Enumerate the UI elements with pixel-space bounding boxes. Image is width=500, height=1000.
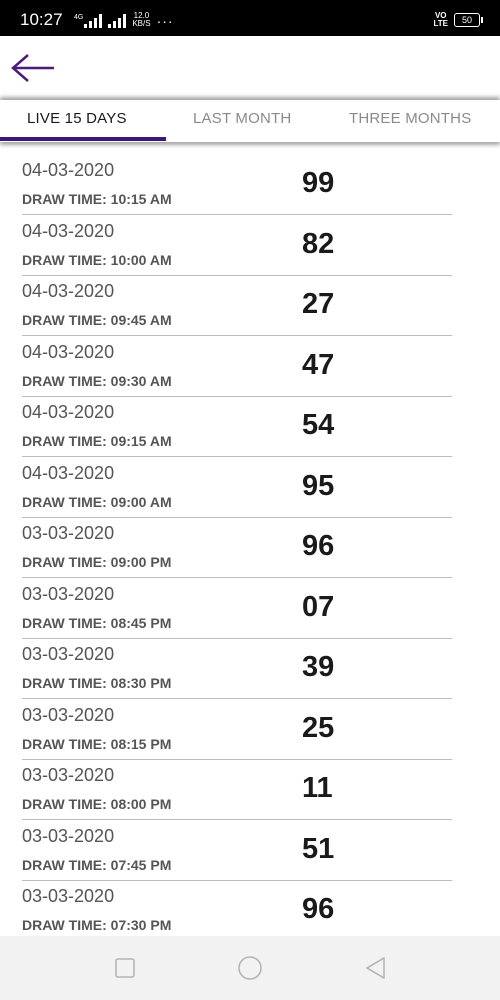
results-list	[0, 150, 500, 936]
tab-bar	[0, 100, 500, 142]
result-date: 03-03-2020	[22, 886, 115, 906]
circle-icon	[237, 956, 263, 982]
tab-last-month[interactable]: LAST MONTH	[193, 110, 292, 127]
back-button[interactable]	[10, 50, 58, 86]
recents-button[interactable]	[114, 956, 138, 980]
net-speed	[132, 12, 150, 28]
result-number: 11	[302, 772, 333, 804]
result-row[interactable]	[0, 196, 500, 268]
more-notifications-icon: ···	[156, 13, 174, 29]
result-row[interactable]	[0, 377, 500, 449]
result-row[interactable]	[0, 740, 500, 812]
status-bar	[0, 0, 500, 36]
tab-indicator	[0, 137, 166, 141]
status-left-icons	[74, 12, 174, 28]
result-number: 51	[302, 832, 335, 865]
status-time: 10:27	[20, 10, 63, 29]
result-date: 03-03-2020	[22, 765, 115, 785]
result-row[interactable]	[0, 619, 500, 691]
signal-icon	[108, 14, 126, 28]
result-draw-time: DRAW TIME: 09:00 PM	[22, 554, 172, 570]
status-right-icons	[433, 12, 480, 28]
result-row[interactable]	[0, 438, 500, 510]
net-speed-value: 12.0	[133, 11, 150, 20]
result-row[interactable]	[0, 256, 500, 328]
battery-icon: 50	[454, 13, 480, 27]
result-draw-time: DRAW TIME: 10:15 AM	[22, 191, 172, 207]
result-row[interactable]	[0, 680, 500, 752]
volte-bottom: LTE	[433, 19, 448, 28]
result-number: 07	[302, 590, 335, 623]
result-number: 95	[302, 469, 335, 502]
volte-icon	[433, 12, 448, 28]
nav-back-button[interactable]	[364, 956, 388, 980]
result-number: 25	[302, 711, 335, 744]
triangle-icon	[364, 956, 388, 980]
network-icon	[74, 14, 102, 28]
result-date: 04-03-2020	[22, 281, 115, 301]
result-draw-time: DRAW TIME: 09:00 AM	[22, 493, 172, 510]
result-row[interactable]	[0, 861, 500, 933]
result-date: 03-03-2020	[22, 704, 115, 725]
result-draw-time: DRAW TIME: 09:30 AM	[22, 372, 172, 389]
result-date: 03-03-2020	[22, 583, 115, 604]
result-row[interactable]	[0, 498, 500, 570]
result-draw-time: DRAW TIME: 09:15 AM	[22, 433, 172, 449]
navigation-bar	[0, 936, 500, 1000]
result-draw-time: DRAW TIME: 07:45 PM	[22, 856, 172, 873]
home-button[interactable]	[237, 956, 261, 980]
app-header	[0, 36, 500, 100]
result-date: 03-03-2020	[22, 644, 115, 664]
result-draw-time: DRAW TIME: 09:45 AM	[22, 312, 172, 328]
result-number: 82	[302, 227, 335, 260]
result-number: 96	[302, 893, 335, 925]
result-date: 04-03-2020	[22, 220, 115, 241]
square-icon	[114, 956, 138, 980]
result-row[interactable]	[0, 317, 500, 389]
result-row[interactable]	[0, 150, 500, 207]
result-row[interactable]	[0, 801, 500, 873]
net-speed-unit: KB/S	[132, 19, 151, 28]
result-date: 03-03-2020	[22, 523, 115, 543]
arrow-left-icon	[10, 50, 58, 86]
result-draw-time: DRAW TIME: 08:15 PM	[22, 735, 172, 752]
result-number: 47	[302, 348, 335, 381]
result-date: 04-03-2020	[22, 160, 115, 180]
volte-top: VO	[434, 11, 447, 20]
result-draw-time: DRAW TIME: 07:30 PM	[22, 917, 172, 933]
result-number: 96	[302, 530, 335, 562]
result-draw-time: DRAW TIME: 08:00 PM	[22, 796, 172, 812]
result-draw-time: DRAW TIME: 08:30 PM	[22, 675, 172, 691]
result-draw-time: DRAW TIME: 10:00 AM	[22, 251, 172, 268]
result-date: 03-03-2020	[22, 825, 115, 846]
result-number: 99	[302, 167, 335, 199]
result-number: 39	[302, 651, 335, 683]
result-date: 04-03-2020	[22, 462, 115, 483]
result-number: 54	[302, 409, 335, 441]
result-draw-time: DRAW TIME: 08:45 PM	[22, 614, 172, 631]
network-type-label: 4G	[74, 14, 84, 21]
result-row[interactable]	[0, 559, 500, 631]
tab-live-15-days[interactable]: LIVE 15 DAYS	[27, 110, 127, 127]
result-date: 04-03-2020	[22, 341, 115, 362]
tab-three-months[interactable]: THREE MONTHS	[349, 110, 472, 127]
result-number: 27	[302, 288, 335, 320]
result-date: 04-03-2020	[22, 402, 115, 422]
